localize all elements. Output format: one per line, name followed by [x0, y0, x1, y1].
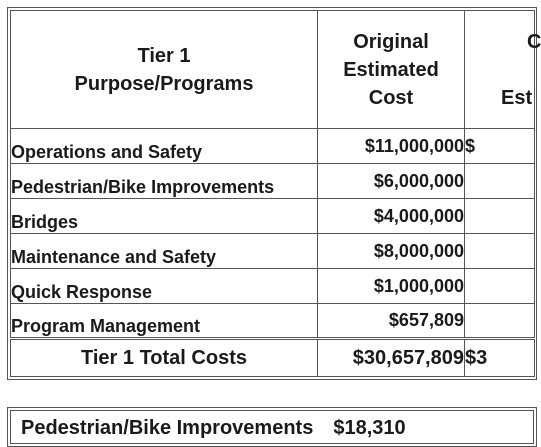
current-cost [465, 234, 535, 269]
tier1-cost-table [7, 7, 541, 380]
table-row [11, 304, 535, 339]
program-name: Maintenance and Safety [11, 234, 318, 269]
current-cost [465, 164, 535, 199]
header-original-cost [318, 11, 465, 129]
header-purpose-line: Purpose/Programs [74, 72, 254, 95]
pedestrian-bike-header [10, 410, 534, 444]
original-cost: $1,000,000 [318, 269, 465, 304]
header-current-cost [465, 11, 541, 129]
table-header-row [11, 11, 535, 129]
program-name: Operations and Safety [11, 129, 318, 164]
tier1-cost-grid [10, 10, 541, 377]
total-current-cost: $3 [465, 339, 535, 377]
current-cost: $ [465, 129, 535, 164]
program-name: Bridges [11, 199, 318, 234]
original-cost: $6,000,000 [318, 164, 465, 199]
original-cost: $657,809 [318, 304, 465, 339]
current-cost [465, 304, 535, 339]
current-cost [465, 199, 535, 234]
original-cost: $8,000,000 [318, 234, 465, 269]
header-purpose-line: Tier 1 [137, 44, 191, 67]
total-label: Tier 1 Total Costs [11, 339, 318, 377]
header-current-line: Est [501, 86, 533, 109]
pedestrian-bike-table [7, 407, 537, 447]
program-name: Pedestrian/Bike Improvements [11, 164, 318, 199]
header-current-line: C [527, 30, 541, 53]
current-cost [465, 269, 535, 304]
header-purpose [11, 11, 318, 129]
original-cost: $11,000,000 [318, 129, 465, 164]
total-original-cost: $30,657,809 [318, 339, 465, 377]
table-row [11, 234, 535, 269]
table-row [11, 269, 535, 304]
header-original-line: Original [353, 30, 429, 53]
header-original-line: Estimated [343, 58, 439, 81]
program-name: Quick Response [11, 269, 318, 304]
header-original-line: Cost [368, 86, 414, 109]
pedestrian-bike-amount: $18,310 [333, 417, 406, 439]
table-row [11, 129, 535, 164]
table-row [11, 199, 535, 234]
program-name: Program Management [11, 304, 318, 339]
total-row [11, 339, 535, 377]
table-row [11, 164, 535, 199]
pedestrian-bike-title: Pedestrian/Bike Improvements [21, 417, 314, 439]
original-cost: $4,000,000 [318, 199, 465, 234]
